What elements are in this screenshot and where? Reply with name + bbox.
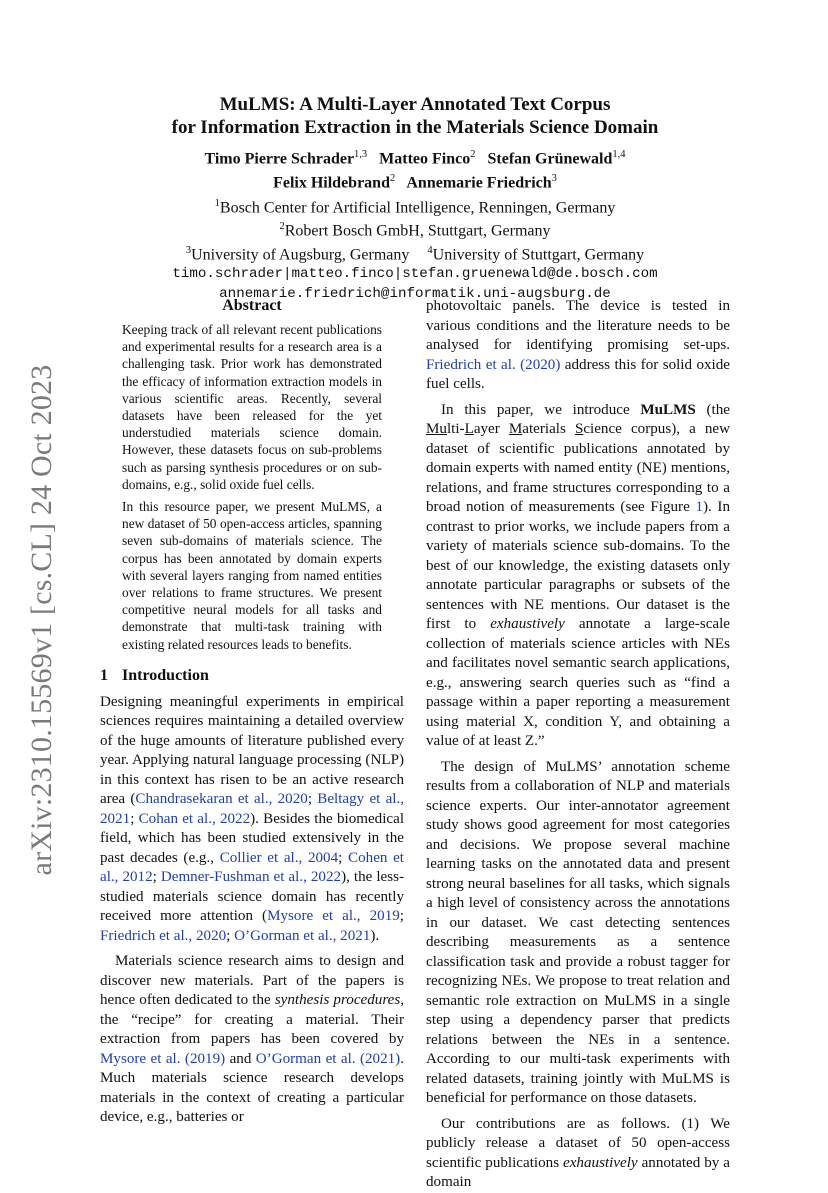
author-name: Timo Pierre Schrader <box>204 150 355 168</box>
body-text: ; <box>152 869 161 886</box>
citation-link[interactable]: Beltagy et al., 2021 <box>100 791 405 827</box>
author-affiliation-mark: 3 <box>551 173 557 185</box>
body-text: lti- <box>446 421 465 437</box>
body-text: ). In contrast to prior works, we include papers from a variety of materials science sub-domains. To the best of our knowledge, the existing datasets only annotate particular paragraphs or subsets of the sentences with NE mentions. Our dataset is the first to <box>426 499 731 632</box>
author-name: Matteo Finco <box>379 150 471 168</box>
citation-link[interactable]: O’Gorman et al., 2021 <box>234 927 371 944</box>
section-heading-introduction <box>100 666 404 686</box>
citation-link[interactable]: Mysore et al., 2019 <box>267 908 400 925</box>
abstract-paragraph-1: Keeping track of all relevant recent publications and experimental results for a research area is a challenging task. Prior work has demonstrated the efficacy of information extraction models in various scientific areas. Recently, several datasets have been released for the yet understudied materials science domain. However, these datasets focus on sub-problems such as parsing synthesis procedures or on sub-domains, e.g., solid oxide fuel cells. <box>122 322 382 492</box>
intro-paragraph-2 <box>100 952 404 1128</box>
paper-title-line-1: MuLMS: A Multi-Layer Annotated Text Corpus <box>219 94 611 115</box>
abstract-paragraph-2: In this resource paper, we present MuLMS, a new dataset of 50 open-access articles, spanning seven sub-domains of materials science. The corpus has been annotated by domain experts with several layers ranging from named entities over relations to frame structures. We present competitive neural models for all tasks and demonstrate that multi-task training with existing related resources leads to benefits. <box>122 499 382 652</box>
body-text: ; <box>338 849 349 866</box>
body-text: ; <box>399 908 404 925</box>
body-text: , the “recipe” for creating a material. Their extraction from papers has been covered by <box>100 992 405 1048</box>
body-text: aterials <box>522 421 575 437</box>
emphasis-text: exhaustively <box>563 1154 638 1171</box>
email-line-1[interactable]: timo.schrader|matteo.finco|stefan.gruenewald@de.bosch.com <box>172 266 658 283</box>
author-name: Felix Hildebrand <box>273 174 390 192</box>
body-text: ; <box>226 927 235 944</box>
affiliation-line-3 <box>100 241 730 265</box>
body-text: annotated by a domain <box>426 1154 730 1190</box>
abstract-body <box>122 321 382 653</box>
intro-body <box>100 693 404 1128</box>
body-text: ). Besides the biomedical field, which has been studied extensively in the past decades (e.g., <box>100 810 405 866</box>
citation-link[interactable]: Friedrich et al., 2020 <box>100 927 227 944</box>
body-text: Designing meaningful experiments in empirical sciences requires maintaining a detailed overview of the huge amounts of literature published every year. Applying natural language processing (NLP) in this context has risen to be an active research area ( <box>100 693 404 808</box>
body-text: . Much materials science research develops materials in the context of creating a particular device, e.g., batteries or <box>100 1050 404 1126</box>
author-affiliation-mark: 2 <box>389 173 396 185</box>
author-affiliation-mark: 1,3 <box>354 149 368 160</box>
body-text: annotate a large-scale collection of materials science articles with NEs and facilitates novel semantic search applications, e.g., answering search queries such as “find a passage within a paper reporting a measurement using material X, condition Y, and obtaining a value of at least Z.” <box>426 616 730 749</box>
intro-paragraph-1 <box>100 693 404 947</box>
author-list <box>100 145 730 194</box>
affiliation-line-2 <box>100 217 730 241</box>
section-number: 1 <box>100 666 108 684</box>
acronym-letter: Mu <box>426 421 447 437</box>
figure-reference-link[interactable]: 1 <box>695 499 703 515</box>
author-name: Stefan Grünewald <box>487 150 613 168</box>
citation-link[interactable]: Collier et al., 2004 <box>219 849 339 866</box>
affiliation-text: Bosch Center for Artificial Intelligence, Renningen, Germany <box>219 198 616 216</box>
author-line-2 <box>100 169 730 193</box>
right-paragraph-3: The design of MuLMS’ annotation scheme results from a collaboration of NLP and materials science experts. Our inter-annotator agreement study shows good agreement for most categories and decisions. We propose several machine learning tasks on the annotated data and present strong neural baselines for all tasks, which signals a high level of consistency across the annotations in our dataset. We cast detecting sentences describing measurements as a sentence classification task and provide a robust tagger for recognizing NEs. We propose to treat relation and semantic role extraction on MuLMS in a single step using a dependency parser that predicts relations between the NEs in a sentence. According to our multi-task experiments with related datasets, training jointly with MuLMS is beneficial for performance on those datasets. <box>426 758 730 1106</box>
citation-link[interactable]: Cohan et al., 2022 <box>138 810 251 827</box>
affiliation-augsburg <box>186 241 410 265</box>
affiliation-text: Robert Bosch GmbH, Stuttgart, Germany <box>284 222 551 240</box>
affiliation-text: University of Stuttgart, Germany <box>432 246 645 264</box>
right-paragraph-4 <box>426 1115 730 1193</box>
affiliation-mark: 3 <box>185 245 192 257</box>
email-line-2[interactable]: annemarie.friedrich@informatik.uni-augsburg.de <box>219 285 611 302</box>
arxiv-sidebar-stamp <box>22 360 62 880</box>
affiliation-stuttgart <box>427 241 644 265</box>
affiliation-text: University of Augsburg, Germany <box>191 246 410 264</box>
abstract-heading: Abstract <box>222 297 282 314</box>
body-text: cience corpus), a new dataset of scientific publications annotated by domain experts with named entity (NE) mentions, relations, and frame structures corresponding to a broad notion of measurements (see Figure <box>426 421 730 515</box>
citation-link[interactable]: Chandrasekaran et al., 2020 <box>135 791 308 808</box>
body-text: In this paper, we introduce <box>441 401 641 418</box>
affiliation-line-1 <box>100 194 730 218</box>
arxiv-identifier: arXiv:2310.15569v1 [cs.CL] 24 Oct 2023 <box>25 364 58 876</box>
left-column <box>100 296 404 1128</box>
body-text: photovoltaic panels. The device is tested in various conditions and the literature needs to be analysed for identifying promising set-ups. <box>426 298 730 353</box>
body-text: ). <box>370 927 380 944</box>
body-text: Our contributions are as follows. (1) We publicly release a dataset of 50 open-access scientific publications <box>426 1115 730 1171</box>
body-text: (the <box>695 401 730 418</box>
citation-link[interactable]: O’Gorman et al. (2021) <box>255 1050 401 1067</box>
body-text: and <box>225 1050 256 1067</box>
citation-link[interactable]: Cohen et al., 2012 <box>100 849 405 886</box>
right-paragraph-2 <box>426 401 730 752</box>
body-text: address this for solid oxide fuel cells. <box>426 356 730 392</box>
affiliation-mark: 1 <box>214 197 220 209</box>
right-paragraph-1 <box>426 297 730 395</box>
affiliation-mark: 4 <box>427 245 433 257</box>
acronym-letter: M <box>508 421 523 437</box>
author-line-1 <box>100 145 730 169</box>
affiliation-mark: 2 <box>279 221 285 233</box>
body-text: ; <box>130 810 139 827</box>
paper-title-line-2: for Information Extraction in the Materials Science Domain <box>171 117 659 138</box>
emphasis-text: synthesis procedures <box>274 992 401 1009</box>
acronym-letter: S <box>574 421 584 437</box>
author-affiliation-mark: 1,4 <box>612 149 626 160</box>
body-text: ; <box>307 791 318 808</box>
citation-link[interactable]: Mysore et al. (2019) <box>100 1050 226 1067</box>
section-title: Introduction <box>122 666 209 684</box>
right-column <box>426 297 730 1193</box>
emphasis-text: exhaustively <box>490 616 565 632</box>
citation-link[interactable]: Demner-Fushman et al., 2022 <box>160 869 342 886</box>
body-text: Materials science research aims to design and discover new materials. Part of the papers is hence often dedicated to the <box>100 953 404 1009</box>
body-text: ayer <box>473 421 509 437</box>
paper-header <box>100 93 730 304</box>
acronym-letter: L <box>464 421 474 437</box>
citation-link[interactable]: Friedrich et al. (2020) <box>426 356 561 373</box>
dataset-name: MuLMS <box>640 401 696 418</box>
author-affiliation-mark: 2 <box>470 149 476 160</box>
author-name: Annemarie Friedrich <box>406 174 552 192</box>
body-text: ), the less-studied materials science domain has recently received more attention ( <box>100 869 404 925</box>
